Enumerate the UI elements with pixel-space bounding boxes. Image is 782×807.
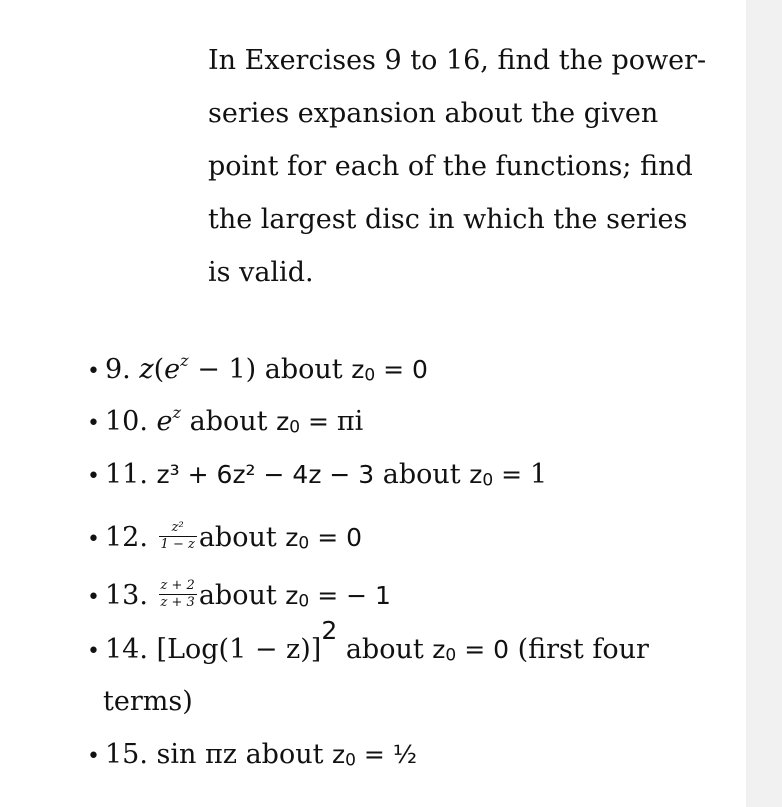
exercise-15: • 15. sin πz about $z_0$ = ½	[87, 737, 417, 775]
exercise-number: 9.	[105, 354, 131, 385]
exercise-11: • 11. z³ + 6z² − 4z − 3 about $z_0 = 1$	[87, 457, 547, 495]
bullet: •	[87, 464, 100, 489]
exercise-9: • 9. $z(e^z - 1)$ about $z_0 = 0$	[87, 352, 428, 390]
exercise-14-continuation: terms)	[103, 686, 193, 717]
bullet: •	[87, 744, 100, 769]
bullet: •	[87, 411, 100, 436]
exercise-14: • 14. $[Log(1 - z)]^2$ about $z_0 = 0$ (first four	[87, 631, 649, 670]
exercise-number: 12.	[105, 522, 148, 553]
fraction: $\frac{\text{z²}}{1 - z}$	[160, 520, 195, 552]
scrollbar-track[interactable]	[746, 0, 782, 807]
bullet: •	[87, 527, 100, 552]
exercise-12: • 12. $\frac{\text{z²}}{1 - z}$ about $z_0 = 0$	[87, 520, 362, 558]
fraction: $\frac{z + 2}{z + 3}$	[160, 578, 195, 610]
exercise-number: 11.	[105, 459, 148, 490]
exercise-10: • 10. $e^z$ about $z_0 = \pi i$	[87, 404, 363, 442]
exercise-number: 15.	[105, 739, 148, 770]
exercise-number: 10.	[105, 406, 148, 437]
bullet: •	[87, 359, 100, 384]
bullet: •	[87, 585, 100, 610]
exercise-instructions: In Exercises 9 to 16, find the power-series expansion about the given point for each of the functions; find the largest disc in which the series is valid.	[208, 45, 707, 288]
exercise-number: 13.	[105, 580, 148, 611]
bullet: •	[87, 638, 100, 664]
exercise-13: • 13. $\frac{z + 2}{z + 3}$ about $z_0$ = − 1	[87, 578, 391, 616]
exercise-number: 14.	[105, 633, 148, 665]
